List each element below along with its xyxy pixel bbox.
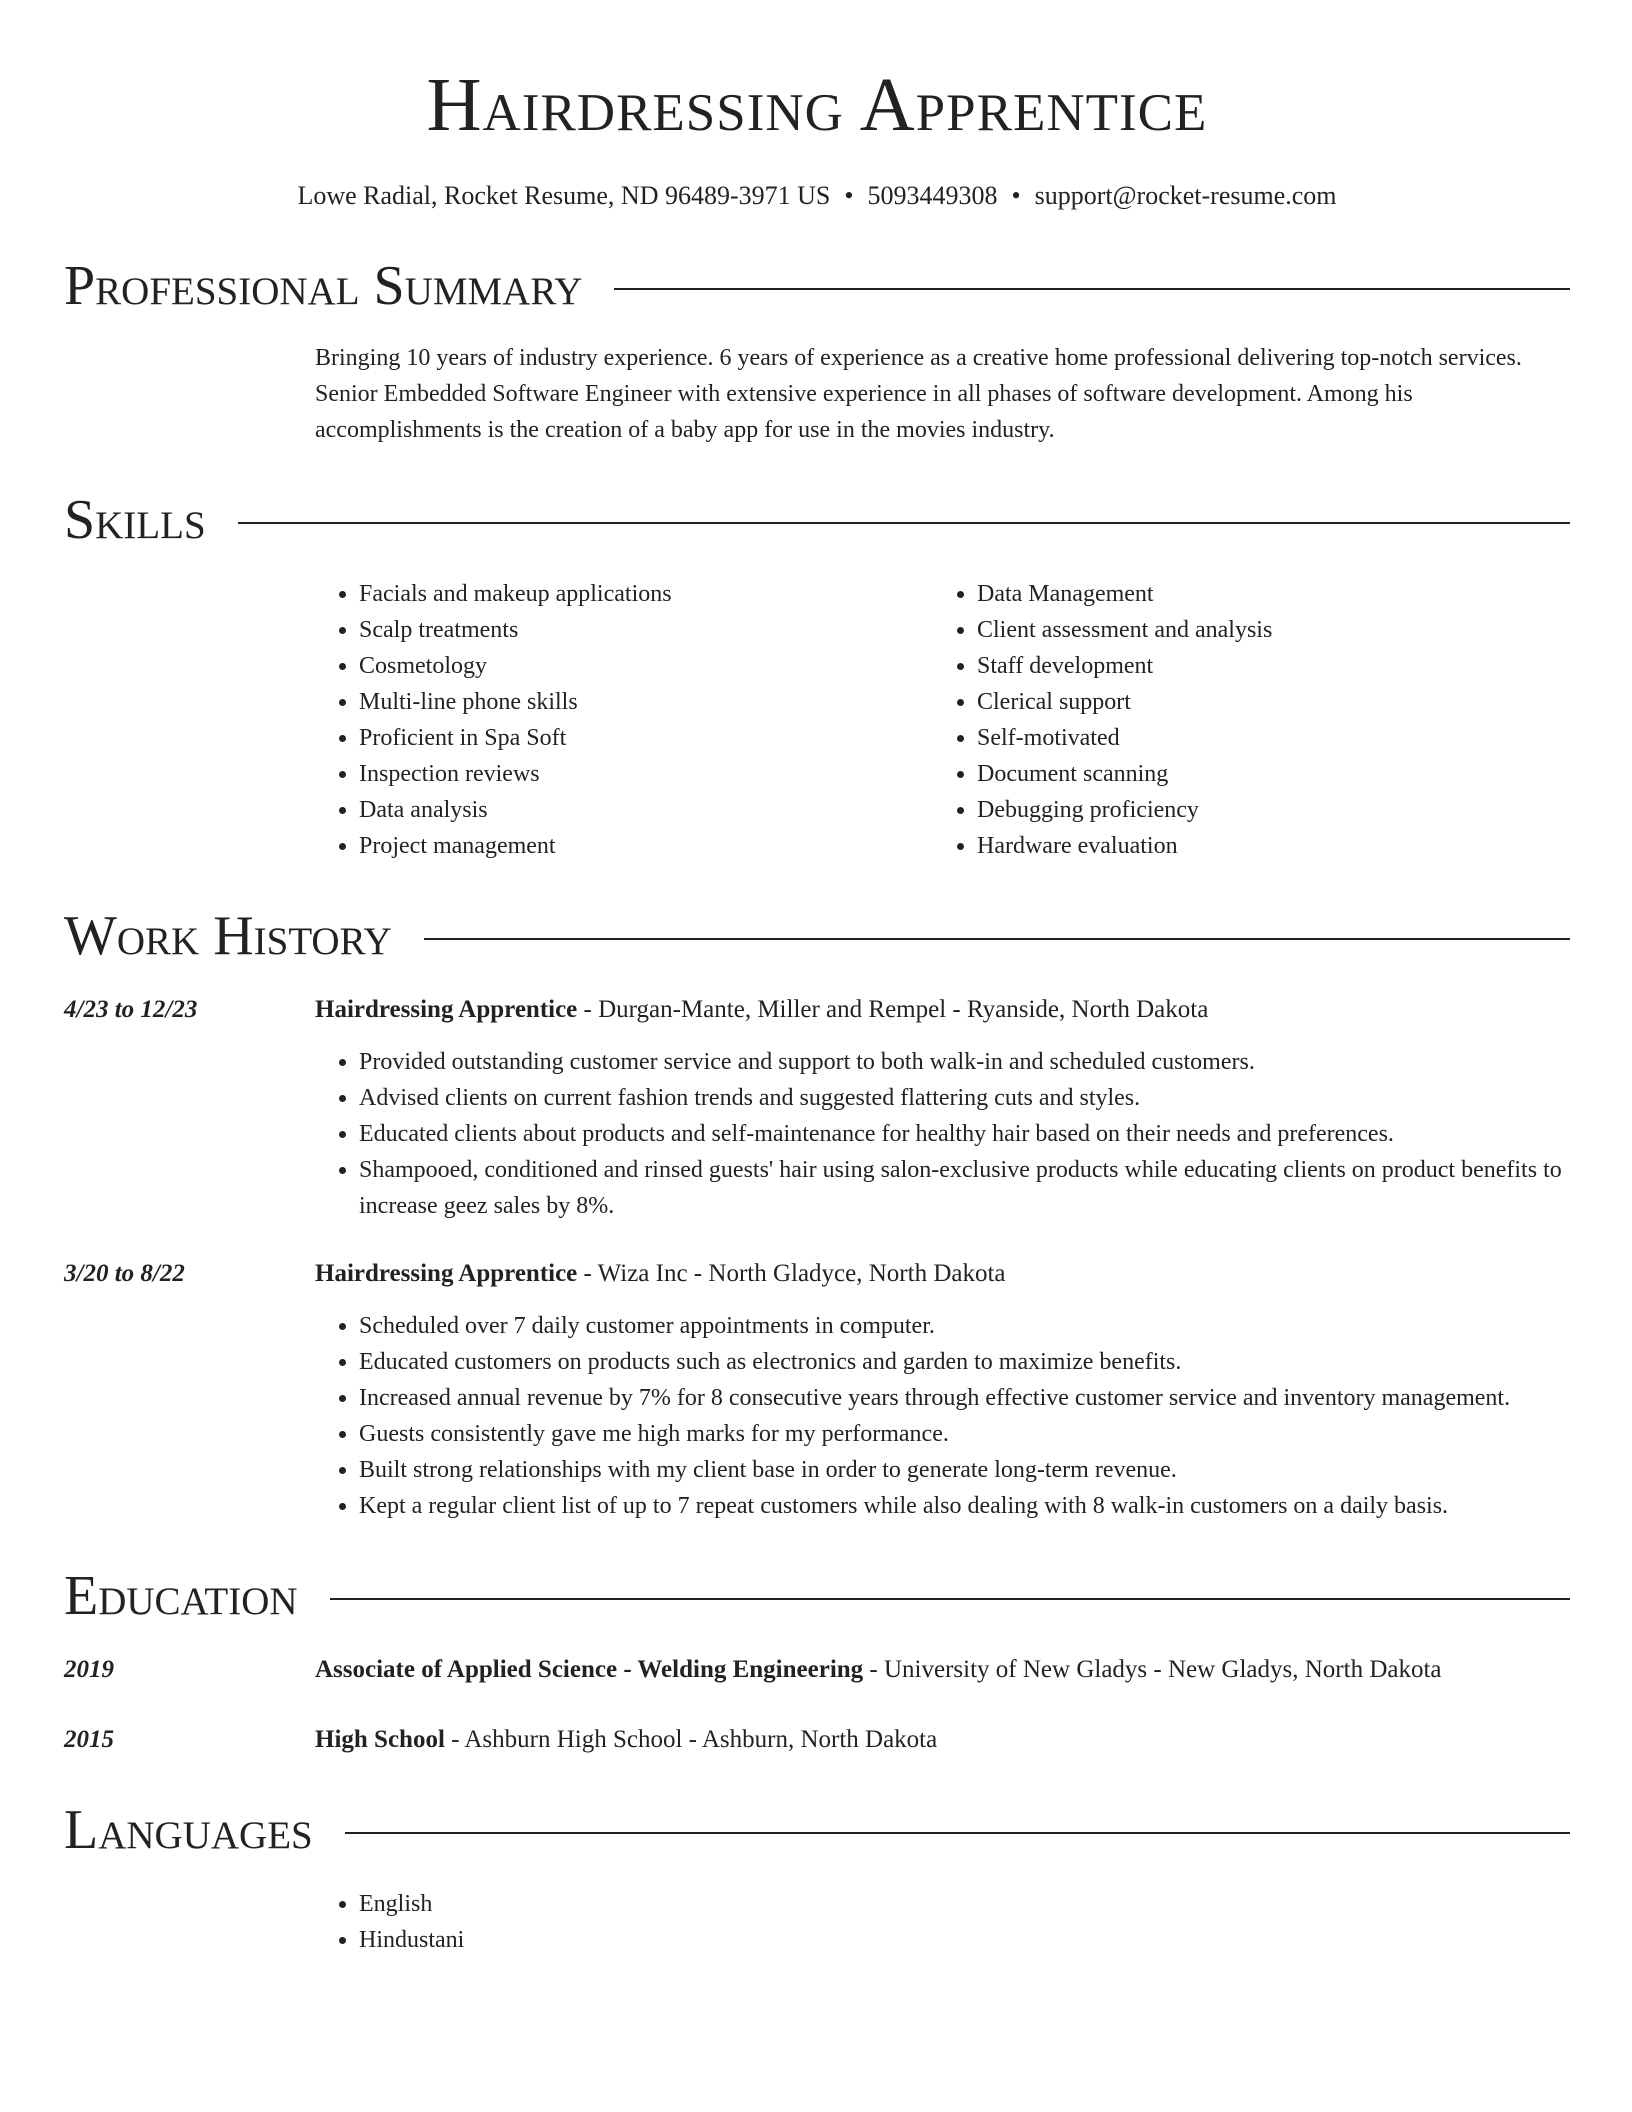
work-heading-line [315, 1256, 1570, 1292]
language-item: • English [359, 1886, 1570, 1922]
work-bullet: • Shampooed, conditioned and rinsed guests' hair using salon-exclusive products while educating clients on product benefits to increase geez sales by 8%. [359, 1152, 1570, 1224]
education-heading-line [315, 1722, 1570, 1758]
contact-separator: • [844, 181, 854, 210]
section-divider [614, 288, 1570, 290]
work-bullet: • Guests consistently gave me high marks for my performance. [359, 1416, 1570, 1452]
education-date: 2015 [64, 1726, 114, 1753]
work-bullet: • Kept a regular client list of up to 7 repeat customers while also dealing with 8 walk-in customers on a daily basis. [359, 1488, 1570, 1524]
summary-heading: Professional Summary [64, 255, 583, 317]
education-heading-line [315, 1652, 1570, 1688]
section-divider [330, 1598, 1570, 1600]
skill-item: • Facials and makeup applications [359, 576, 933, 612]
section-divider [238, 522, 1570, 524]
work-bullet: • Educated customers on products such as electronics and garden to maximize benefits. [359, 1344, 1570, 1380]
skill-item: • Inspection reviews [359, 756, 933, 792]
work-date: 3/20 to 8/22 [64, 1260, 185, 1287]
education-section-header [64, 1564, 1570, 1628]
resume-title: Hairdressing Apprentice [426, 63, 1208, 147]
work-bullets [315, 1044, 1570, 1224]
languages-section-header [64, 1798, 1570, 1862]
degree: High School [315, 1726, 445, 1753]
work-bullet: • Advised clients on current fashion trends and suggested flattering cuts and styles. [359, 1080, 1570, 1116]
education-date: 2019 [64, 1656, 114, 1683]
work-heading-line [315, 992, 1570, 1028]
section-divider [345, 1832, 1570, 1834]
skill-item: • Self-motivated [977, 720, 1551, 756]
skill-item: • Multi-line phone skills [359, 684, 933, 720]
skill-item: • Project management [359, 828, 933, 864]
work-bullet: • Educated clients about products and self-maintenance for healthy hair based on their needs and preferences. [359, 1116, 1570, 1152]
skills-heading: Skills [64, 489, 206, 551]
contact-separator: • [1011, 181, 1021, 210]
education-entry [64, 1722, 1570, 1758]
language-item: • Hindustani [359, 1922, 1570, 1958]
education-entry [64, 1652, 1570, 1688]
work-entry [64, 1256, 1570, 1524]
skill-item: • Proficient in Spa Soft [359, 720, 933, 756]
skill-item: • Scalp treatments [359, 612, 933, 648]
work-heading: Work History [64, 905, 392, 967]
contact-email: support@rocket-resume.com [1034, 181, 1337, 210]
contact-line [64, 178, 1570, 214]
skill-item: • Data Management [977, 576, 1551, 612]
languages-bullets [315, 1886, 1570, 1958]
job-details: - Wiza Inc - North Gladyce, North Dakota [577, 1260, 1006, 1287]
work-bullets [315, 1308, 1570, 1524]
job-title: Hairdressing Apprentice [315, 1260, 578, 1287]
summary-text: Bringing 10 years of industry experience. 6 years of experience as a creative home professional delivering top-notch services. Senior Embedded Software Engineer with extensive experience in all phases of software development. Among his accomplishments is the creation of a baby app for use in the movies industry. [315, 345, 1522, 443]
education-heading: Education [64, 1565, 298, 1627]
work-bullet: • Built strong relationships with my client base in order to generate long-term revenue. [359, 1452, 1570, 1488]
skills-column-right [933, 576, 1551, 864]
skill-item: • Clerical support [977, 684, 1551, 720]
skill-item: • Cosmetology [359, 648, 933, 684]
languages-heading: Languages [64, 1799, 313, 1861]
skill-item: • Data analysis [359, 792, 933, 828]
work-bullet: • Scheduled over 7 daily customer appointments in computer. [359, 1308, 1570, 1344]
work-date: 4/23 to 12/23 [64, 996, 198, 1023]
degree: Associate of Applied Science - Welding Engineering [315, 1656, 864, 1683]
work-bullet: • Provided outstanding customer service and support to both walk-in and scheduled customers. [359, 1044, 1570, 1080]
skill-item: • Staff development [977, 648, 1551, 684]
languages-list [315, 1886, 1570, 1958]
school-details: - Ashburn High School - Ashburn, North Dakota [444, 1726, 938, 1753]
work-entry [64, 992, 1570, 1224]
school-details: - University of New Gladys - New Gladys, North Dakota [863, 1656, 1442, 1683]
skills-section-header [64, 488, 1570, 552]
resume-page [64, 0, 1570, 1958]
skill-item: • Debugging proficiency [977, 792, 1551, 828]
work-body [315, 1256, 1570, 1524]
skills-list [315, 576, 1570, 864]
skills-column-left [315, 576, 933, 864]
job-details: - Durgan-Mante, Miller and Rempel - Ryanside, North Dakota [577, 996, 1209, 1023]
summary-section-header [64, 254, 1570, 318]
section-divider [424, 938, 1570, 940]
skill-item: • Client assessment and analysis [977, 612, 1551, 648]
work-body [315, 992, 1570, 1224]
work-section-header [64, 904, 1570, 968]
work-bullet: • Increased annual revenue by 7% for 8 consecutive years through effective customer service and inventory management. [359, 1380, 1570, 1416]
contact-address: Lowe Radial, Rocket Resume, ND 96489-3971 US [297, 181, 831, 210]
job-title: Hairdressing Apprentice [315, 996, 578, 1023]
contact-phone: 5093449308 [867, 181, 998, 210]
skill-item: • Hardware evaluation [977, 828, 1551, 864]
skill-item: • Document scanning [977, 756, 1551, 792]
